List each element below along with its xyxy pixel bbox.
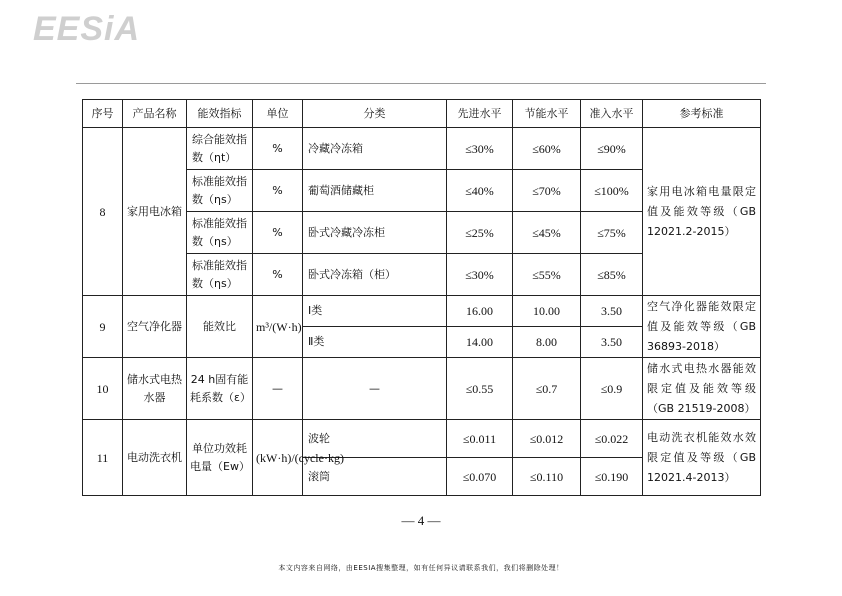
row-advanced: ≤0.011 — [447, 420, 513, 458]
row-product: 电动洗衣机 — [123, 420, 187, 496]
header-category: 分类 — [303, 100, 447, 128]
row-category: 卧式冷藏冷冻柜 — [303, 212, 447, 254]
header-reference: 参考标准 — [643, 100, 761, 128]
row-unit: — — [253, 358, 303, 420]
row-no: 11 — [83, 420, 123, 496]
row-product: 储水式电热水器 — [123, 358, 187, 420]
row-unit: (kW·h)/(cycle·kg) — [253, 420, 303, 496]
row-reference: 家用电冰箱电量限定值及能效等级（GB 12021.2-2015） — [643, 128, 761, 296]
row-category: Ⅰ类 — [303, 296, 447, 327]
row-reference: 储水式电热水器能效限定值及能效等级（GB 21519-2008） — [643, 358, 761, 420]
row-saving: ≤55% — [513, 254, 581, 296]
eesia-logo: EESiA — [33, 10, 141, 48]
row-advanced: 14.00 — [447, 327, 513, 358]
row-category: 滚筒 — [303, 458, 447, 496]
header-unit: 单位 — [253, 100, 303, 128]
row-entry: ≤85% — [581, 254, 643, 296]
row-advanced: ≤40% — [447, 170, 513, 212]
row-entry: 3.50 — [581, 327, 643, 358]
row-product: 空气净化器 — [123, 296, 187, 358]
row-metric: 24 h固有能耗系数（ε） — [187, 358, 253, 420]
header-rule — [76, 83, 766, 84]
row-saving: ≤0.110 — [513, 458, 581, 496]
row-category: Ⅱ类 — [303, 327, 447, 358]
row-advanced: ≤30% — [447, 128, 513, 170]
row-saving: ≤60% — [513, 128, 581, 170]
row-product: 家用电冰箱 — [123, 128, 187, 296]
row-unit: % — [253, 254, 303, 296]
row-entry: ≤0.190 — [581, 458, 643, 496]
row-metric: 标准能效指数（ηs） — [187, 212, 253, 254]
row-entry: ≤100% — [581, 170, 643, 212]
row-entry: ≤0.022 — [581, 420, 643, 458]
row-saving: ≤0.012 — [513, 420, 581, 458]
header-advanced: 先进水平 — [447, 100, 513, 128]
row-saving: ≤0.7 — [513, 358, 581, 420]
header-saving: 节能水平 — [513, 100, 581, 128]
row-unit: m³/(W·h) — [253, 296, 303, 358]
table-row — [83, 420, 761, 458]
row-saving: 8.00 — [513, 327, 581, 358]
row-advanced: ≤0.55 — [447, 358, 513, 420]
footer-disclaimer: 本文内容来自网络，由EESIA搜集整理，如有任何异议请联系我们，我们将删除处理！ — [278, 564, 564, 572]
row-reference: 电动洗衣机能效水效限定值及等级（GB 12021.4-2013） — [643, 420, 761, 496]
row-saving: ≤70% — [513, 170, 581, 212]
row-no: 8 — [83, 128, 123, 296]
row-reference: 空气净化器能效限定值及能效等级（GB 36893-2018） — [643, 296, 761, 358]
row-category: 卧式冷冻箱（柜） — [303, 254, 447, 296]
row-category: — — [303, 358, 447, 420]
row-unit: % — [253, 128, 303, 170]
row-entry: 3.50 — [581, 296, 643, 327]
row-entry: ≤0.9 — [581, 358, 643, 420]
row-unit: % — [253, 170, 303, 212]
row-advanced: 16.00 — [447, 296, 513, 327]
row-no: 10 — [83, 358, 123, 420]
row-advanced: ≤0.070 — [447, 458, 513, 496]
table-row — [83, 128, 761, 170]
row-advanced: ≤25% — [447, 212, 513, 254]
page-number: — 4 — — [401, 513, 441, 528]
header-no: 序号 — [83, 100, 123, 128]
row-category: 葡萄酒储藏柜 — [303, 170, 447, 212]
row-saving: 10.00 — [513, 296, 581, 327]
row-category: 冷藏冷冻箱 — [303, 128, 447, 170]
row-metric: 能效比 — [187, 296, 253, 358]
row-advanced: ≤30% — [447, 254, 513, 296]
row-metric: 标准能效指数（ηs） — [187, 170, 253, 212]
row-entry: ≤75% — [581, 212, 643, 254]
table-row — [83, 358, 761, 420]
header-metric: 能效指标 — [187, 100, 253, 128]
row-unit: % — [253, 212, 303, 254]
row-entry: ≤90% — [581, 128, 643, 170]
row-metric: 单位功效耗电量（Ew） — [187, 420, 253, 496]
row-metric: 标准能效指数（ηs） — [187, 254, 253, 296]
row-saving: ≤45% — [513, 212, 581, 254]
header-product: 产品名称 — [123, 100, 187, 128]
table-header-row — [83, 100, 761, 128]
row-no: 9 — [83, 296, 123, 358]
table-row — [83, 296, 761, 327]
row-category: 波轮 — [303, 420, 447, 458]
header-entry: 准入水平 — [581, 100, 643, 128]
energy-efficiency-table — [82, 99, 761, 496]
row-metric: 综合能效指数（ηt） — [187, 128, 253, 170]
